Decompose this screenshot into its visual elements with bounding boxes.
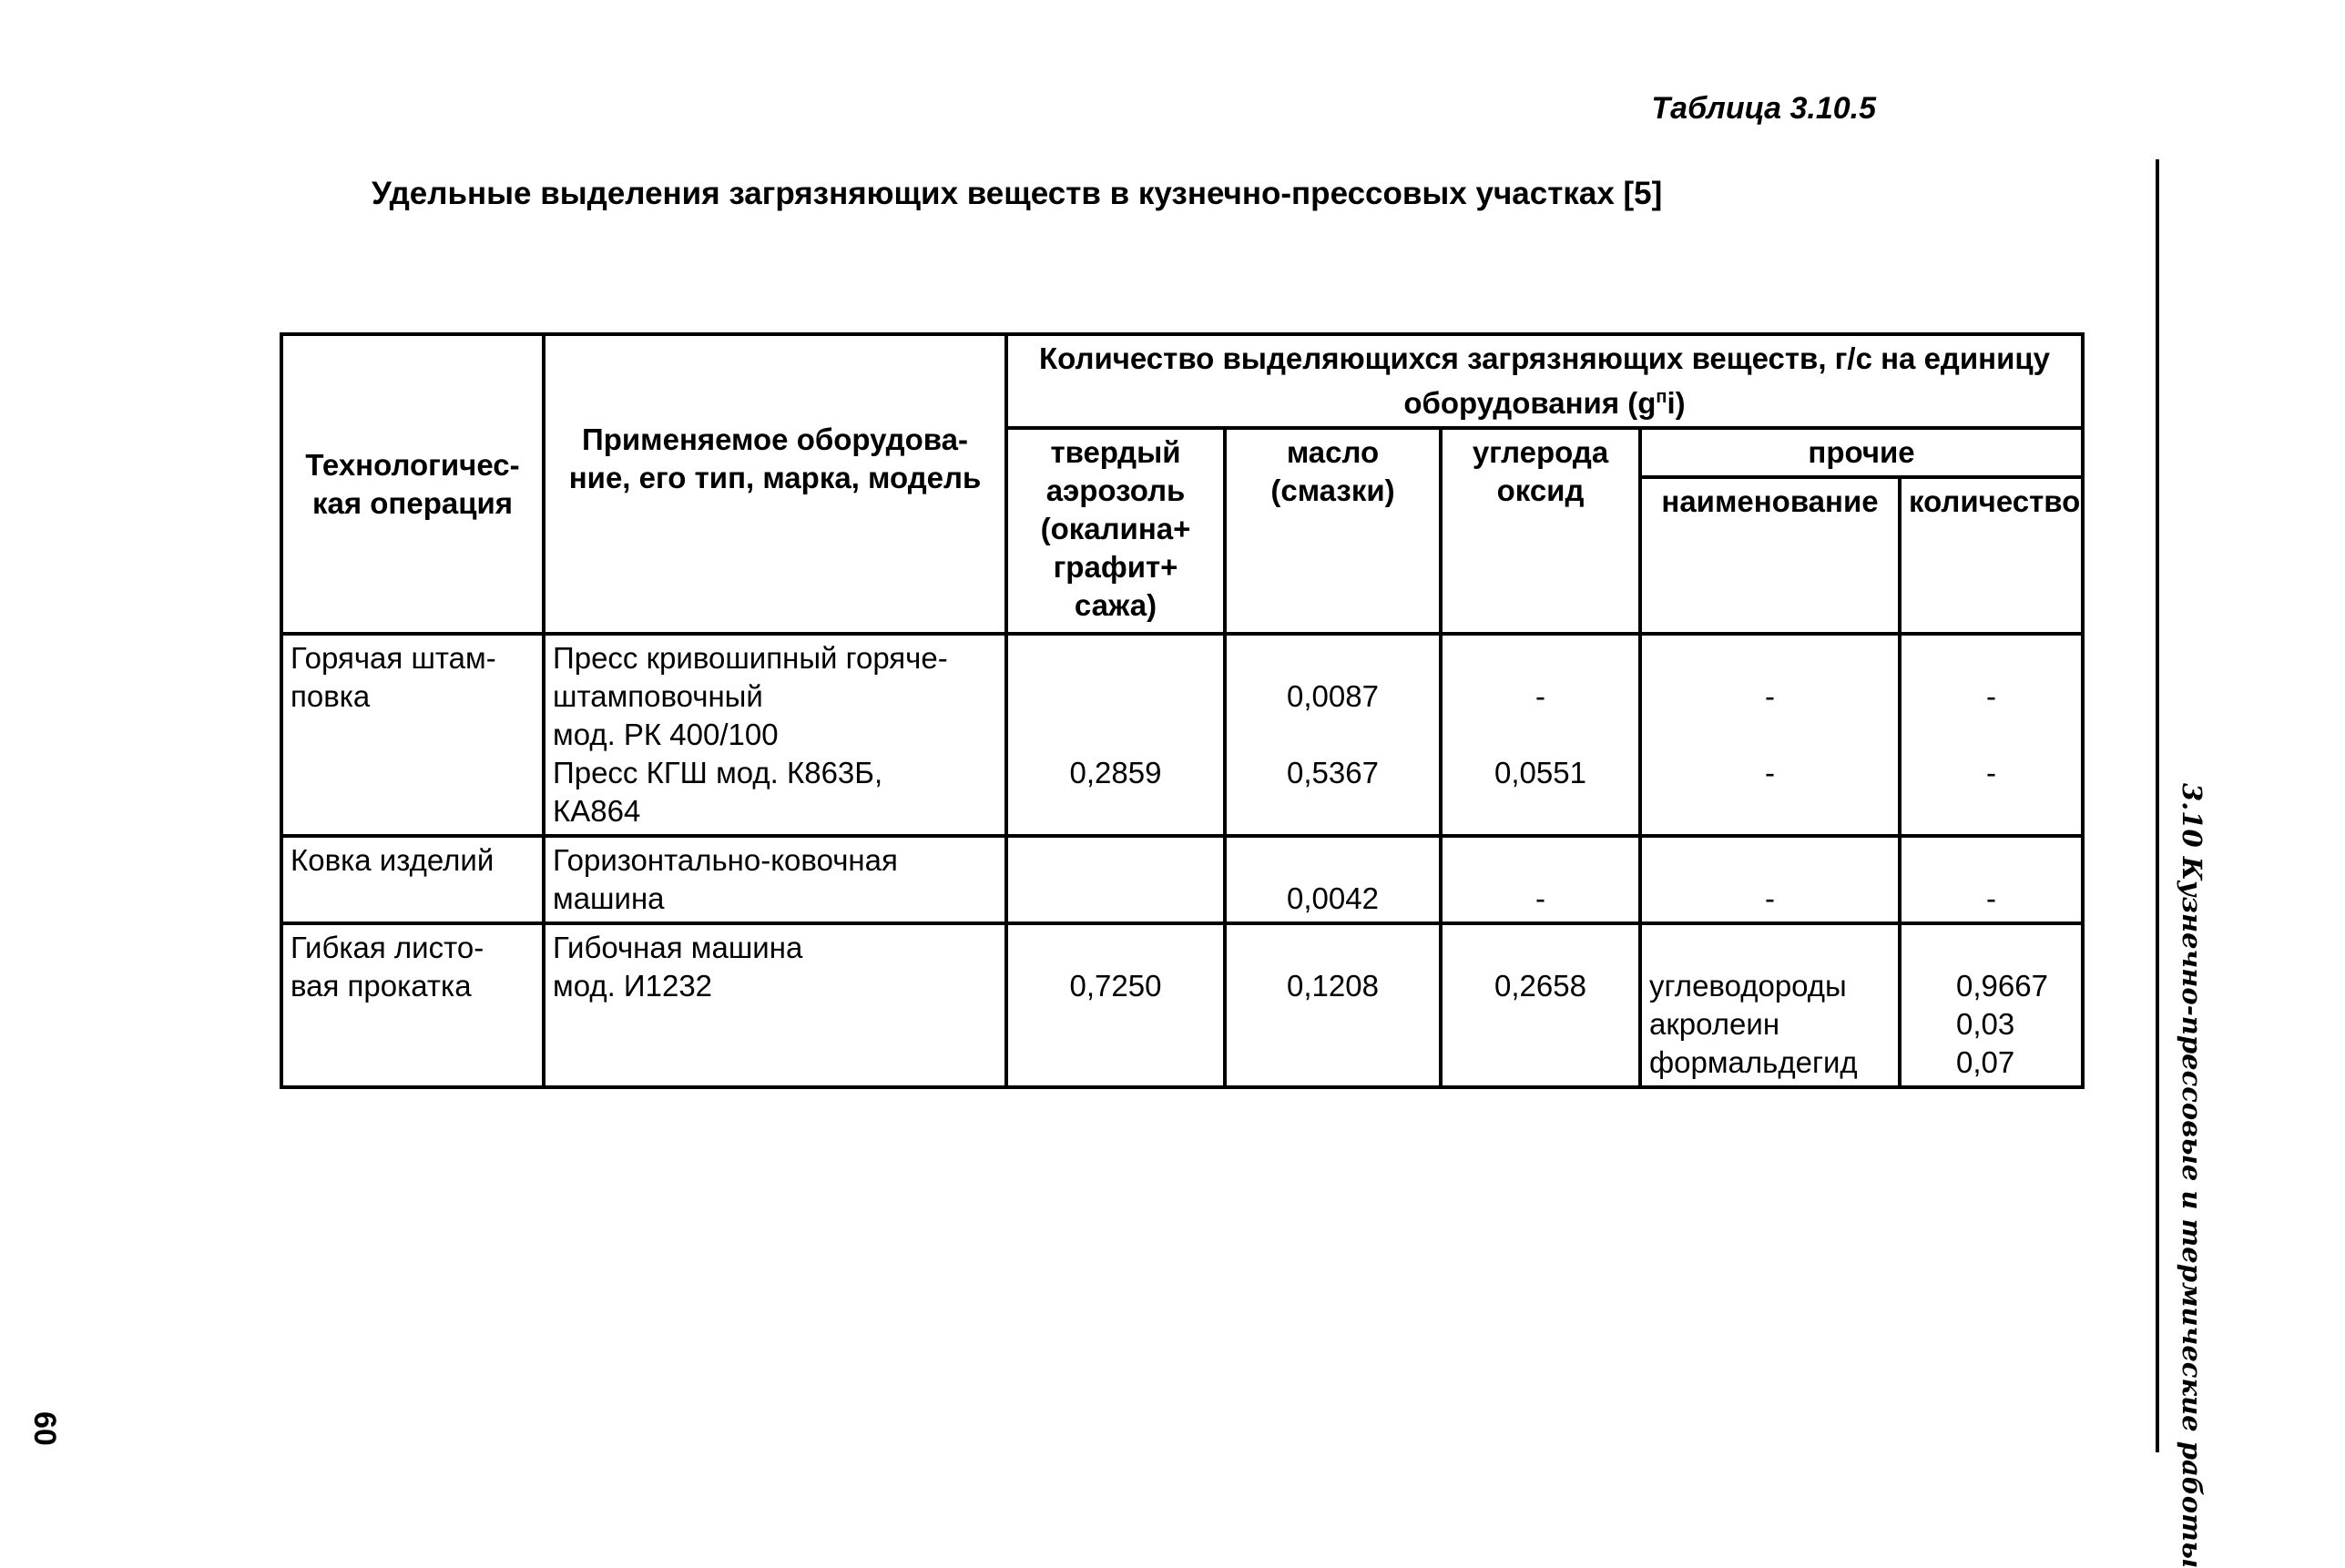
row-hot-stamping-other-name: - -	[1640, 634, 1900, 836]
row-forging-other-name: -	[1640, 836, 1900, 923]
table-row	[281, 634, 2083, 836]
row-hot-stamping-operation: Горячая штам- повка	[281, 634, 544, 836]
row-forging-equipment: Горизонтально-ковочная машина	[544, 836, 1006, 923]
row-bending-equipment: Гибочная машина мод. И1232	[544, 923, 1006, 1087]
row-forging-operation: Ковка изделий	[281, 836, 544, 923]
running-header: 3.10 Кузнечно-прессовые и термические работы	[2177, 783, 2207, 1568]
header-operation: Технологичес- кая операция	[281, 334, 544, 634]
header-other: прочие	[1640, 428, 2083, 477]
row-bending-carbon: 0,2658	[1441, 923, 1640, 1087]
row-forging-other-qty: -	[1900, 836, 2083, 923]
table-title: Удельные выделения загрязняющих веществ в кузнечно-прессовых участках [5]	[372, 176, 1663, 211]
row-forging-solid	[1006, 836, 1225, 923]
row-bending-solid: 0,7250	[1006, 923, 1225, 1087]
header-oil: масло (смазки)	[1225, 428, 1441, 634]
row-bending-other-name: углеводороды акролеин формальдегид	[1640, 923, 1900, 1087]
row-hot-stamping-other-qty: - -	[1900, 634, 2083, 836]
row-hot-stamping-oil: 0,0087 0,5367	[1225, 634, 1441, 836]
row-bending-operation: Гибкая листо- вая прокатка	[281, 923, 544, 1087]
row-bending-oil: 0,1208	[1225, 923, 1441, 1087]
table-row	[281, 836, 2083, 923]
row-hot-stamping-carbon: - 0,0551	[1441, 634, 1640, 836]
row-forging-carbon: -	[1441, 836, 1640, 923]
row-forging-oil: 0,0042	[1225, 836, 1441, 923]
table-caption: Таблица 3.10.5	[1651, 91, 1876, 126]
header-quantity-group: Количество выделяющихся загрязняющих веществ, г/с на единицу оборудования $(g^пi)$	[1006, 334, 2083, 428]
row-hot-stamping-solid: 0,2859	[1006, 634, 1225, 836]
emissions-table	[280, 332, 2085, 1089]
page-number: 60	[27, 1411, 62, 1446]
header-equipment: Применяемое оборудова- ние, его тип, марка, модель	[544, 334, 1006, 634]
table-row	[281, 923, 2083, 1087]
margin-rule	[2156, 159, 2159, 1452]
header-solid-aerosol: твердый аэрозоль (окалина+ графит+ сажа)	[1006, 428, 1225, 634]
header-carbon-oxide: углерода оксид	[1441, 428, 1640, 634]
row-bending-other-qty: 0,9667 0,03 0,07	[1900, 923, 2083, 1087]
row-hot-stamping-equipment: Пресс кривошипный горяче- штамповочный мод. РК 400/100 Пресс КГШ мод. К863Б, КА864	[544, 634, 1006, 836]
header-other-quantity: количество	[1900, 477, 2083, 634]
header-other-name: наименование	[1640, 477, 1900, 634]
